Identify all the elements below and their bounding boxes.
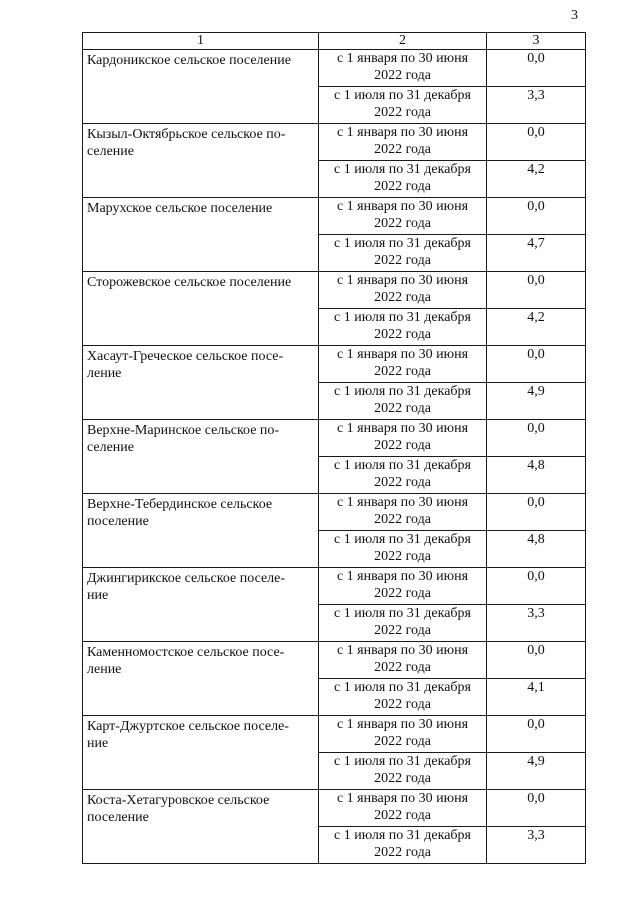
period-cell-second-half [319, 309, 487, 346]
text-line: ление [87, 662, 122, 677]
period-cell-second-half [319, 457, 487, 494]
text-line: с 1 июля по 31 декабря [334, 384, 471, 399]
text-line: с 1 июля по 31 декабря [334, 828, 471, 843]
text-line: 2022 года [374, 844, 431, 860]
text-line: с 1 января по 30 июня [336, 51, 469, 66]
table-row [83, 716, 586, 753]
period-cell-second-half [319, 827, 487, 864]
text-line: 2022 года [374, 289, 431, 305]
value-cell-first-half: 0,0 [487, 642, 586, 679]
header-row [83, 33, 586, 50]
value-cell-first-half: 0,0 [487, 272, 586, 309]
table-body [83, 50, 586, 864]
table-row [83, 494, 586, 531]
text-line: с 1 июля по 31 декабря [334, 88, 471, 103]
value-cell-first-half: 0,0 [487, 420, 586, 457]
value-cell-second-half: 3,3 [487, 87, 586, 124]
text-line: с 1 января по 30 июня [336, 199, 469, 214]
text-line: ление [87, 366, 122, 381]
settlement-rates-table [82, 32, 586, 864]
text-line: 2022 года [374, 252, 431, 268]
value-cell-second-half: 4,9 [487, 383, 586, 420]
text-line: с 1 июля по 31 декабря [334, 606, 471, 621]
text-line: с 1 января по 30 июня [336, 643, 469, 658]
table-row [83, 198, 586, 235]
table-row [83, 568, 586, 605]
settlement-name-cell [83, 198, 319, 272]
text-line: Сторожевское сельское поселение [87, 275, 292, 290]
settlement-name-cell [83, 346, 319, 420]
period-cell-second-half [319, 161, 487, 198]
text-line: с 1 января по 30 июня [336, 717, 469, 732]
text-line: с 1 января по 30 июня [336, 125, 469, 140]
value-cell-first-half: 0,0 [487, 346, 586, 383]
text-line: Коста-Хетагуровское сельское [87, 793, 270, 808]
text-line: 2022 года [374, 178, 431, 194]
value-cell-first-half: 0,0 [487, 124, 586, 161]
text-line: 2022 года [374, 67, 431, 83]
table-row [83, 50, 586, 87]
period-cell-second-half [319, 753, 487, 790]
settlement-name-cell [83, 272, 319, 346]
column-header-3: 3 [487, 33, 586, 50]
settlement-name-cell [83, 642, 319, 716]
text-line: Марухское сельское поселение [87, 201, 273, 216]
settlement-name-cell [83, 124, 319, 198]
text-line: 2022 года [374, 400, 431, 416]
text-line: 2022 года [374, 585, 431, 601]
settlement-name-cell [83, 494, 319, 568]
settlement-name-cell [83, 716, 319, 790]
table-row [83, 346, 586, 383]
text-line: с 1 января по 30 июня [336, 421, 469, 436]
value-cell-first-half: 0,0 [487, 198, 586, 235]
text-line: с 1 января по 30 июня [336, 495, 469, 510]
text-line: с 1 июля по 31 декабря [334, 310, 471, 325]
text-line: ние [87, 736, 109, 751]
text-line: 2022 года [374, 733, 431, 749]
value-cell-second-half: 4,2 [487, 309, 586, 346]
period-cell-first-half [319, 642, 487, 679]
table-row [83, 124, 586, 161]
period-cell-second-half [319, 383, 487, 420]
text-line: 2022 года [374, 807, 431, 823]
text-line: Верхне-Маринское сельское по- [87, 423, 280, 438]
period-cell-first-half [319, 420, 487, 457]
value-cell-first-half: 0,0 [487, 716, 586, 753]
settlement-name-cell [83, 420, 319, 494]
period-cell-first-half [319, 124, 487, 161]
value-cell-second-half: 4,2 [487, 161, 586, 198]
text-line: 2022 года [374, 363, 431, 379]
period-cell-first-half [319, 494, 487, 531]
table-row [83, 272, 586, 309]
text-line: поселение [87, 810, 149, 825]
text-line: Каменномостское сельское посе- [87, 645, 285, 660]
table-row [83, 642, 586, 679]
period-cell-first-half [319, 198, 487, 235]
value-cell-second-half: 4,9 [487, 753, 586, 790]
text-line: Кызыл-Октябрьское сельское по- [87, 127, 286, 142]
text-line: с 1 января по 30 июня [336, 569, 469, 584]
text-line: 2022 года [374, 326, 431, 342]
period-cell-first-half [319, 790, 487, 827]
period-cell-second-half [319, 605, 487, 642]
period-cell-first-half [319, 346, 487, 383]
text-line: Верхне-Тебердинское сельское [87, 497, 273, 512]
text-line: с 1 июля по 31 декабря [334, 236, 471, 251]
value-cell-second-half: 4,8 [487, 531, 586, 568]
text-line: селение [87, 144, 134, 159]
text-line: 2022 года [374, 141, 431, 157]
period-cell-second-half [319, 87, 487, 124]
text-line: 2022 года [374, 770, 431, 786]
column-header-2: 2 [319, 33, 487, 50]
text-line: 2022 года [374, 548, 431, 564]
text-line: 2022 года [374, 104, 431, 120]
table-row [83, 420, 586, 457]
value-cell-second-half: 3,3 [487, 605, 586, 642]
value-cell-second-half: 4,7 [487, 235, 586, 272]
text-line: с 1 июля по 31 декабря [334, 162, 471, 177]
text-line: с 1 января по 30 июня [336, 347, 469, 362]
text-line: 2022 года [374, 437, 431, 453]
text-line: 2022 года [374, 474, 431, 490]
period-cell-second-half [319, 235, 487, 272]
value-cell-second-half: 4,1 [487, 679, 586, 716]
text-line: 2022 года [374, 215, 431, 231]
period-cell-first-half [319, 716, 487, 753]
table-row [83, 790, 586, 827]
text-line: поселение [87, 514, 149, 529]
text-line: Кардоникское сельское поселение [87, 53, 291, 68]
text-line: селение [87, 440, 134, 455]
text-line: Джингирикское сельское поселе- [87, 571, 286, 586]
text-line: с 1 июля по 31 декабря [334, 532, 471, 547]
value-cell-first-half: 0,0 [487, 50, 586, 87]
text-line: Карт-Джуртское сельское поселе- [87, 719, 289, 734]
value-cell-second-half: 3,3 [487, 827, 586, 864]
text-line: ние [87, 588, 109, 603]
text-line: с 1 июля по 31 декабря [334, 680, 471, 695]
text-line: 2022 года [374, 622, 431, 638]
column-header-1: 1 [83, 33, 319, 50]
text-line: с 1 июля по 31 декабря [334, 754, 471, 769]
value-cell-second-half: 4,8 [487, 457, 586, 494]
settlement-name-cell [83, 790, 319, 864]
text-line: Хасаут-Греческое сельское посе- [87, 349, 284, 364]
page-number: 3 [571, 8, 578, 23]
text-line: с 1 января по 30 июня [336, 791, 469, 806]
period-cell-second-half [319, 679, 487, 716]
value-cell-first-half: 0,0 [487, 568, 586, 605]
text-line: с 1 января по 30 июня [336, 273, 469, 288]
value-cell-first-half: 0,0 [487, 790, 586, 827]
settlement-name-cell [83, 568, 319, 642]
text-line: 2022 года [374, 696, 431, 712]
text-line: 2022 года [374, 659, 431, 675]
text-line: 2022 года [374, 511, 431, 527]
period-cell-first-half [319, 568, 487, 605]
settlement-name-cell [83, 50, 319, 124]
text-line: с 1 июля по 31 декабря [334, 458, 471, 473]
period-cell-first-half [319, 50, 487, 87]
period-cell-first-half [319, 272, 487, 309]
period-cell-second-half [319, 531, 487, 568]
value-cell-first-half: 0,0 [487, 494, 586, 531]
